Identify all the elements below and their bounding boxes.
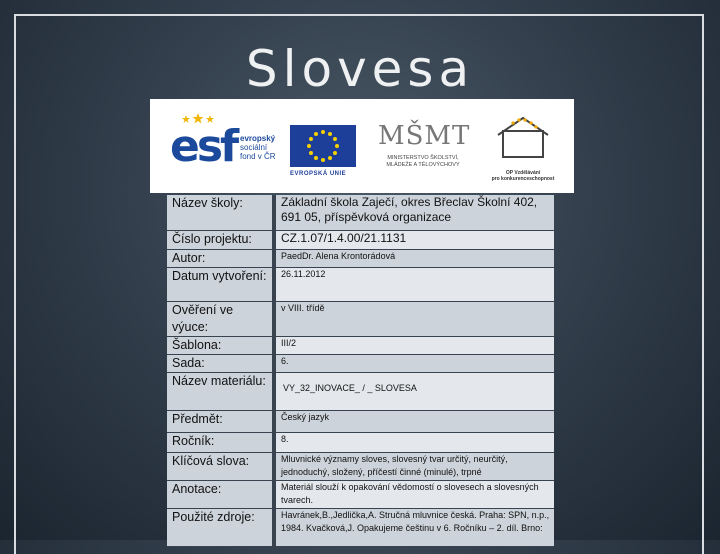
row-label: Ověření ve výuce: bbox=[167, 301, 274, 336]
row-label: Klíčová slova: bbox=[167, 452, 274, 480]
row-value: Materiál slouží k opakování vědomostí o slovesech a slovesných tvarech. bbox=[274, 480, 554, 508]
row-label: Sada: bbox=[167, 354, 274, 372]
row-value: v VIII. třídě bbox=[274, 301, 554, 336]
row-value: PaedDr. Alena Krontorádová bbox=[274, 249, 554, 267]
esf-line3: fond v ČR bbox=[240, 152, 276, 161]
row-label: Název materiálu: bbox=[167, 372, 274, 410]
info-table bbox=[167, 195, 554, 547]
op-line2: pro konkurenceschopnost bbox=[491, 176, 555, 182]
eu-logo bbox=[290, 125, 356, 177]
row-label: Název školy: bbox=[167, 195, 274, 230]
table-row bbox=[167, 230, 554, 249]
msmt-mark: MŠMT bbox=[378, 121, 471, 151]
op-logo bbox=[478, 115, 568, 182]
table-row bbox=[167, 301, 554, 336]
eu-stars-icon bbox=[290, 125, 356, 167]
row-value: Základní škola Zaječí, okres Břeclav Školní 402, 691 05, příspěvková organizace bbox=[274, 195, 554, 230]
row-value: 26.11.2012 bbox=[274, 267, 554, 301]
eu-caption: EVROPSKÁ UNIE bbox=[290, 171, 347, 177]
table-row bbox=[167, 267, 554, 301]
table-row bbox=[167, 452, 554, 480]
row-label: Anotace: bbox=[167, 480, 274, 508]
row-value: Havránek,B.,Jedlička,A. Stručná mluvnice česká. Praha: SPN, n.p., 1984. Kvačková,J. Opakujeme češtinu v 6. Ročníku – 2. díl. Brno: bbox=[274, 508, 554, 546]
row-value-text: VY_32_INOVACE_ / _ SLOVESA bbox=[283, 382, 417, 393]
row-value bbox=[274, 372, 554, 410]
slide-title: Slovesa bbox=[245, 40, 475, 98]
table-row bbox=[167, 195, 554, 230]
esf-line2: sociální bbox=[240, 143, 268, 152]
eu-flag bbox=[290, 125, 356, 167]
table-row bbox=[167, 432, 554, 452]
op-line1: OP Vzdělávání bbox=[505, 170, 541, 176]
row-value: 8. bbox=[274, 432, 554, 452]
table-row bbox=[167, 372, 554, 410]
row-value: 6. bbox=[274, 354, 554, 372]
row-label: Číslo projektu: bbox=[167, 230, 274, 249]
table-row bbox=[167, 410, 554, 432]
row-label: Ročník: bbox=[167, 432, 274, 452]
esf-mark: esf bbox=[170, 121, 237, 172]
row-label: Šablona: bbox=[167, 336, 274, 354]
row-value: III/2 bbox=[274, 336, 554, 354]
logo-banner bbox=[150, 99, 574, 193]
msmt-line2: MLÁDEŽE A TĚLOVÝCHOVY bbox=[386, 162, 460, 168]
table-row bbox=[167, 336, 554, 354]
row-label: Autor: bbox=[167, 249, 274, 267]
row-value: Český jazyk bbox=[274, 410, 554, 432]
table-row bbox=[167, 508, 554, 546]
table-row bbox=[167, 249, 554, 267]
row-label: Datum vytvoření: bbox=[167, 267, 274, 301]
row-label: Použité zdroje: bbox=[167, 508, 274, 546]
table-row bbox=[167, 354, 554, 372]
esf-line1: evropský bbox=[240, 134, 276, 143]
table-row bbox=[167, 480, 554, 508]
row-value: CZ.1.07/1.4.00/21.1131 bbox=[274, 230, 554, 249]
op-house-icon bbox=[478, 115, 568, 161]
msmt-line1: MINISTERSTVO ŠKOLSTVÍ, bbox=[387, 155, 459, 161]
msmt-logo bbox=[378, 121, 471, 169]
row-value: Mluvnické významy sloves, slovesný tvar určitý, neurčitý, jednoduchý, složený, příčestí činné (minulé), trpné bbox=[274, 452, 554, 480]
row-label: Předmět: bbox=[167, 410, 274, 432]
